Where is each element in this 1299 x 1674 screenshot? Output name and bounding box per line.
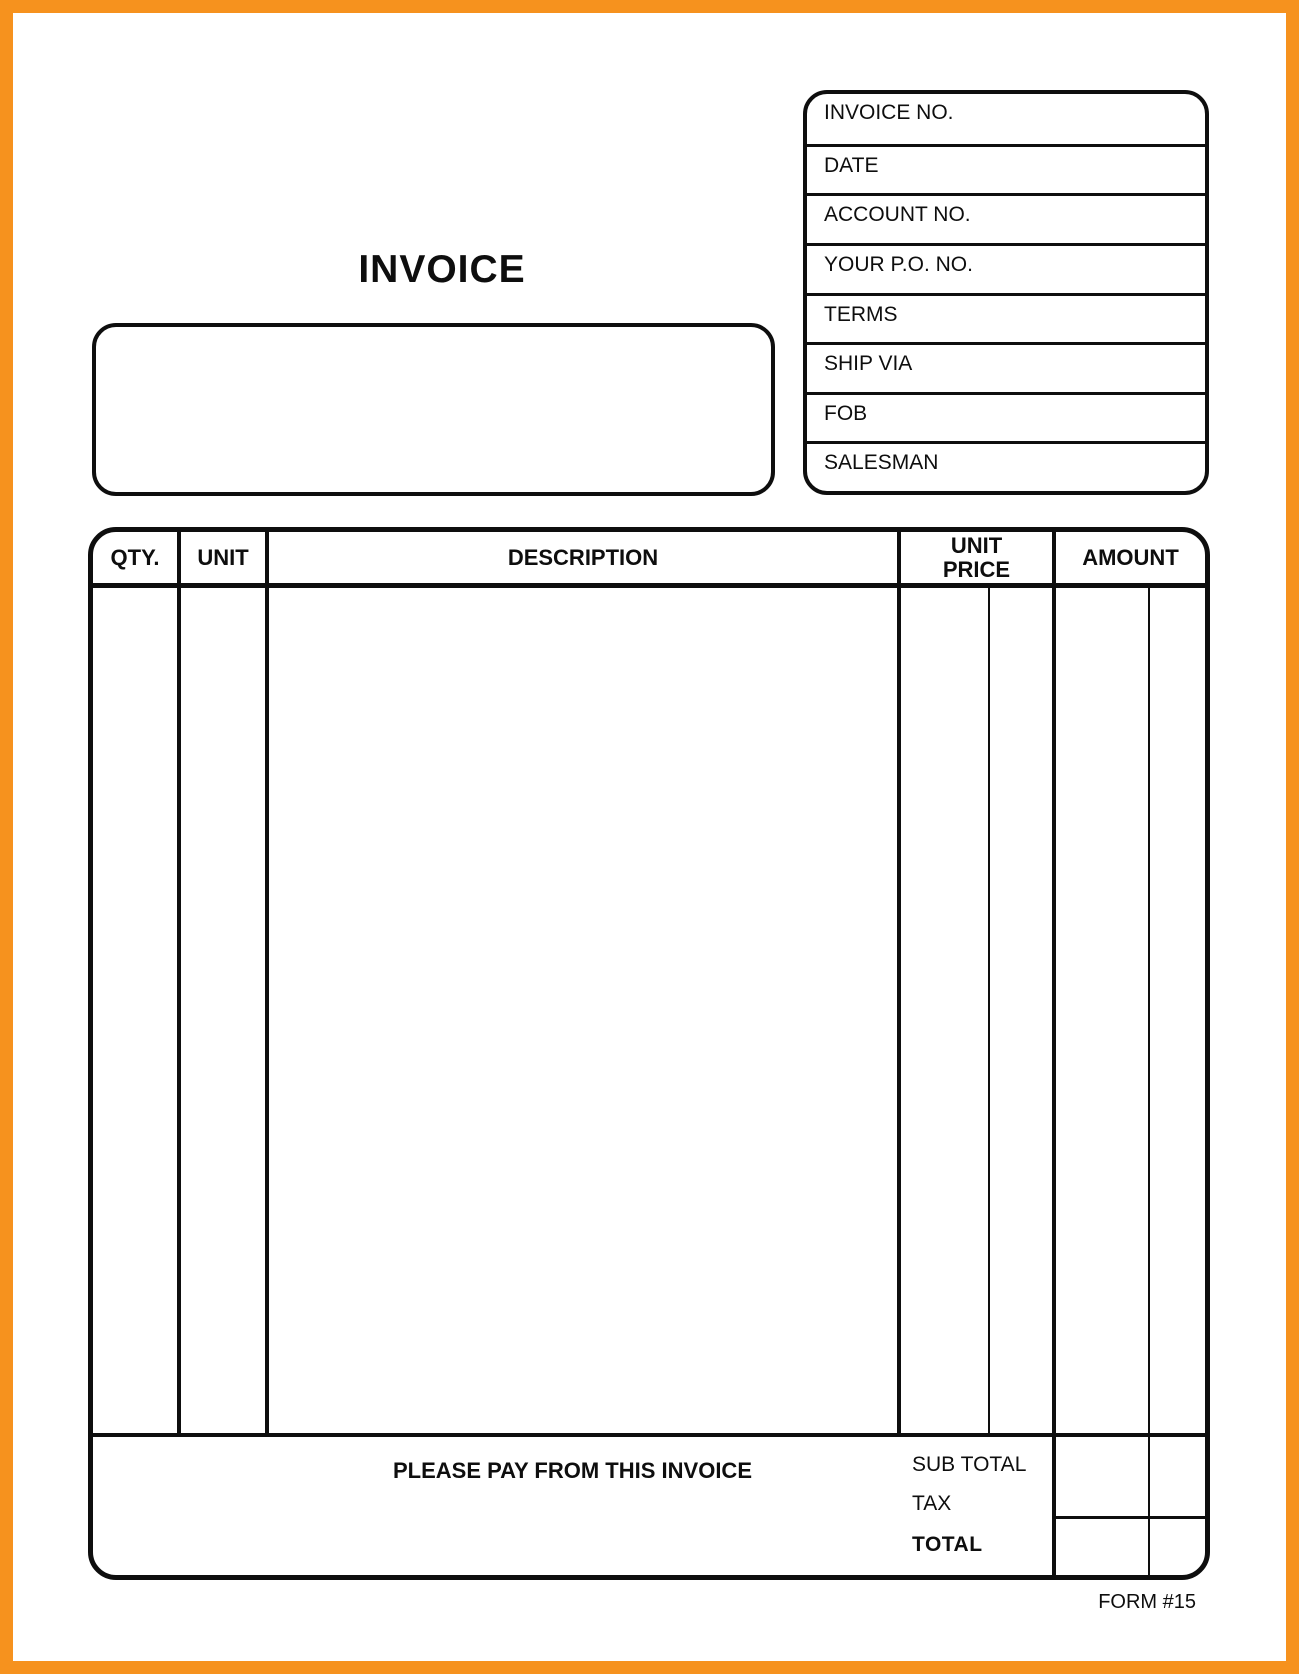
ship-via-value[interactable]	[922, 352, 1195, 392]
pay-note: PLEASE PAY FROM THIS INVOICE	[393, 1458, 752, 1483]
info-row-account-no	[807, 193, 1205, 243]
info-row-invoice-no	[807, 94, 1205, 144]
terms-label: TERMS	[824, 302, 898, 326]
total-amount-cell[interactable]	[1056, 1519, 1205, 1575]
info-row-date	[807, 144, 1205, 194]
account-no-label: ACCOUNT NO.	[824, 203, 971, 227]
page-title: INVOICE	[358, 248, 526, 291]
amount-header-label: AMOUNT	[1082, 544, 1179, 570]
date-label: DATE	[824, 153, 879, 177]
total-label: TOTAL	[912, 1533, 983, 1556]
sub-total-label: SUB TOTAL	[912, 1453, 1027, 1476]
form-number: FORM #15	[1098, 1591, 1196, 1613]
terms-value[interactable]	[908, 303, 1196, 343]
amount-column-header	[1056, 532, 1205, 583]
tax-label: TAX	[912, 1492, 952, 1515]
info-row-your-po-no	[807, 243, 1205, 293]
qty-header-label: QTY.	[110, 544, 160, 570]
footer-top-rule	[93, 1433, 1205, 1437]
unit-price-column-header	[901, 532, 1056, 583]
invoice-info-box	[803, 90, 1209, 495]
unit-price-header-label: UNIT PRICE	[942, 532, 1011, 582]
salesman-label: SALESMAN	[824, 451, 939, 475]
your-po-no-label: YOUR P.O. NO.	[824, 252, 973, 276]
bill-to-value[interactable]	[96, 327, 771, 492]
account-no-value[interactable]	[981, 203, 1195, 243]
info-row-ship-via	[807, 342, 1205, 392]
bill-to-box[interactable]	[92, 323, 775, 496]
your-po-no-value[interactable]	[983, 253, 1195, 293]
ship-via-label: SHIP VIA	[824, 352, 913, 376]
line-items-table	[88, 527, 1210, 1580]
date-value[interactable]	[888, 154, 1195, 194]
info-row-salesman	[807, 441, 1205, 491]
salesman-value[interactable]	[948, 451, 1195, 491]
description-column-header	[269, 532, 901, 583]
items-body-area[interactable]	[93, 588, 1205, 1433]
info-row-fob	[807, 392, 1205, 442]
invoice-no-label: INVOICE NO.	[824, 101, 954, 124]
invoice-no-value[interactable]	[964, 101, 1195, 144]
unit-header-label: UNIT	[197, 544, 249, 570]
description-header-label: DESCRIPTION	[507, 544, 659, 570]
info-row-terms	[807, 293, 1205, 343]
items-header-row	[93, 532, 1205, 588]
fob-label: FOB	[824, 401, 868, 425]
qty-column-header	[93, 532, 181, 583]
subtotal-tax-amount-cell[interactable]	[1056, 1437, 1205, 1516]
unit-column-header	[181, 532, 269, 583]
fob-value[interactable]	[877, 402, 1195, 442]
